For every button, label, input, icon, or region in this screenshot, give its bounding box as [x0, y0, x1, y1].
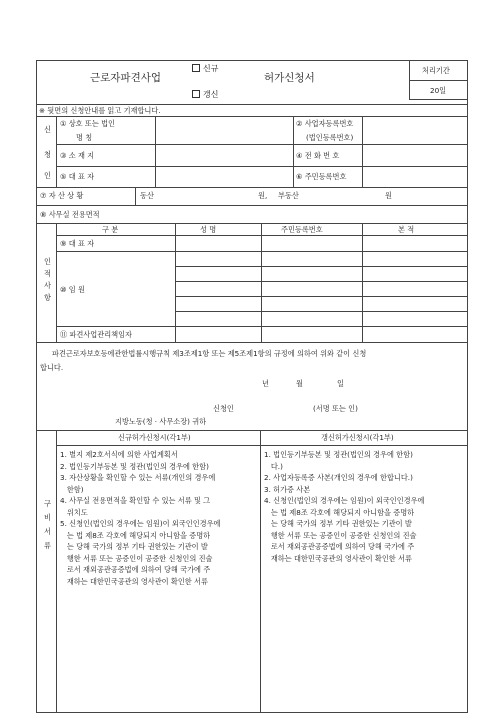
new-doc-item: 는 법 제8조 각호에 해당되지 아니함을 증명하	[60, 530, 211, 540]
renew-doc-item: 는 법 제8조 각호에 해당되지 아니함을 증명하	[264, 507, 415, 517]
personnel-side-2: 적	[44, 269, 51, 278]
personnel-side-4: 항	[44, 293, 51, 302]
option-renew: 갱신	[192, 90, 218, 99]
applicant-signature-label: 신청인	[213, 404, 234, 413]
docs-side-2: 비	[44, 513, 51, 522]
docs-side-4: 류	[44, 541, 51, 550]
applicant-side-1: 신	[44, 125, 51, 134]
renew-doc-item: 3. 허가증 사본	[264, 484, 311, 494]
phone-input[interactable]	[363, 145, 467, 165]
renew-doc-item: 행한 서류 또는 공증인이 공증한 신청인의 진술	[264, 530, 417, 540]
renew-doc-item: 는 당해 국가의 정부 기타 권한있는 기관이 발	[264, 519, 412, 528]
address-input[interactable]	[156, 145, 292, 165]
title-right: 허가신청서	[264, 72, 315, 84]
new-doc-item: 로서 재외공관공증법에 의하여 당해 국가에 주	[60, 565, 211, 574]
option-new: 신규	[192, 64, 218, 73]
representative-input[interactable]	[156, 167, 292, 186]
new-doc-item: 는 당해 국가의 정부 기타 권한있는 기관이 발	[60, 542, 208, 551]
field-bizno-label2: (법인등록번호)	[306, 133, 354, 142]
declaration-line2: 합니다.	[40, 363, 64, 372]
bizno-input[interactable]	[363, 117, 467, 143]
personnel-side-1: 인	[44, 257, 51, 266]
assets-movable-label: 동산	[140, 191, 154, 200]
new-doc-item: 4. 사무실 전용면적을 확인할 수 있는 서류 및 그	[60, 496, 211, 505]
personnel-side-3: 사	[44, 281, 51, 290]
docs-side-3: 서	[44, 527, 51, 536]
new-doc-item: 2. 법인등기부등본 및 정관(법인의 경우에 한함)	[60, 461, 209, 471]
new-docs-title: 신규허가신청시(각1부)	[118, 433, 191, 442]
renew-docs-list	[264, 449, 466, 564]
new-docs-list	[60, 449, 258, 587]
renew-doc-item: 4. 신청인(법인의 경우에는 임원)이 외국인인경우에	[264, 496, 425, 505]
field-address-label: ③ 소 재 지	[60, 151, 95, 160]
applicant-side-3: 인	[44, 171, 51, 180]
new-doc-item: 3. 자산상황을 확인할 수 있는 서류(개인의 경우에	[60, 473, 216, 482]
assets-won2: 원	[385, 191, 392, 200]
new-doc-item: 재하는 대한민국공관의 영사관이 확인한 서류	[60, 576, 208, 586]
applicant-side-2: 청	[44, 150, 51, 159]
date-month: 월	[296, 379, 303, 388]
field-representative-label: ⑤ 대 표 자	[60, 172, 95, 181]
renew-doc-item: 1. 법인등기부등본 및 정관(법인의 경우에 한함)	[264, 450, 413, 459]
assets-label: ⑦ 자 산 상 황	[40, 191, 84, 200]
new-doc-item: 행한 서류 또는 공증인이 공증한 신청인의 진술	[60, 553, 213, 563]
field-resident-no-label: ⑥ 주민등록번호	[296, 172, 347, 181]
assets-won1: 원,	[258, 191, 268, 200]
renew-doc-item: 2. 사업자등록증 사본(개인의 경우에 한합니다.)	[264, 473, 413, 482]
col-type-header: 구 분	[102, 225, 119, 234]
addressee: 지방노동(청 · 사무소장) 귀하	[115, 417, 207, 426]
field-bizno-label1: ② 사업자등록번호	[296, 119, 354, 128]
new-doc-item: 1. 별지 제2호서식에 의한 사업계획서	[60, 450, 178, 459]
new-doc-item: 5. 신청인(법인의 경우에는 임원)이 외국인인경우에	[60, 519, 221, 528]
docs-side-1: 구	[44, 499, 51, 508]
field-company-name-label2: 명 칭	[76, 133, 93, 142]
resident-no-input[interactable]	[363, 167, 467, 186]
new-doc-item: 위치도	[60, 507, 88, 517]
renew-doc-item: 재하는 대한민국공관의 영사관이 확인한 서류	[264, 553, 412, 563]
title-left: 근로자파견사업	[90, 72, 162, 84]
col-domicile-header: 본 적	[398, 225, 415, 234]
date-year: 년	[262, 379, 269, 388]
processing-period-value: 20일	[430, 86, 447, 95]
declaration-line1: 파견근로자보호등에관한법률시행규칙 제3조제1항 또는 제5조제1항의 규정에 의하여 위와 같이 신청	[52, 349, 367, 358]
renew-doc-item: 로서 재외공관공증법에 의하여 당해 국가에 주	[264, 542, 415, 551]
notice-text: ※ 뒷면의 신청안내를 읽고 기재합니다.	[39, 106, 161, 115]
field-company-name-label1: ① 상호 또는 법인	[60, 119, 115, 128]
new-doc-item: 한함)	[60, 484, 84, 494]
col-id-header: 주민등록번호	[281, 225, 323, 234]
col-name-header: 성 명	[200, 225, 217, 234]
renew-doc-item: 다.)	[264, 461, 283, 471]
office-area-label: ⑧ 사무실 전용면적	[40, 210, 100, 219]
company-name-input[interactable]	[156, 117, 292, 143]
date-day: 일	[337, 379, 344, 388]
row-executives: ⑩ 임 원	[60, 285, 85, 294]
sign-note: (서명 또는 인)	[313, 404, 358, 413]
renew-checkbox[interactable]	[192, 90, 200, 98]
renew-docs-title: 갱신허가신청시(각1부)	[321, 433, 394, 442]
field-phone-label: ④ 전 화 번 호	[296, 151, 340, 160]
assets-immovable-label: 부동산	[278, 191, 299, 200]
new-checkbox[interactable]	[192, 64, 200, 72]
processing-period-label: 처리기간	[422, 66, 450, 75]
row-dispatch-manager: ⑪ 파견사업관리책임자	[60, 330, 132, 339]
row-representative: ⑨ 대 표 자	[60, 239, 95, 248]
